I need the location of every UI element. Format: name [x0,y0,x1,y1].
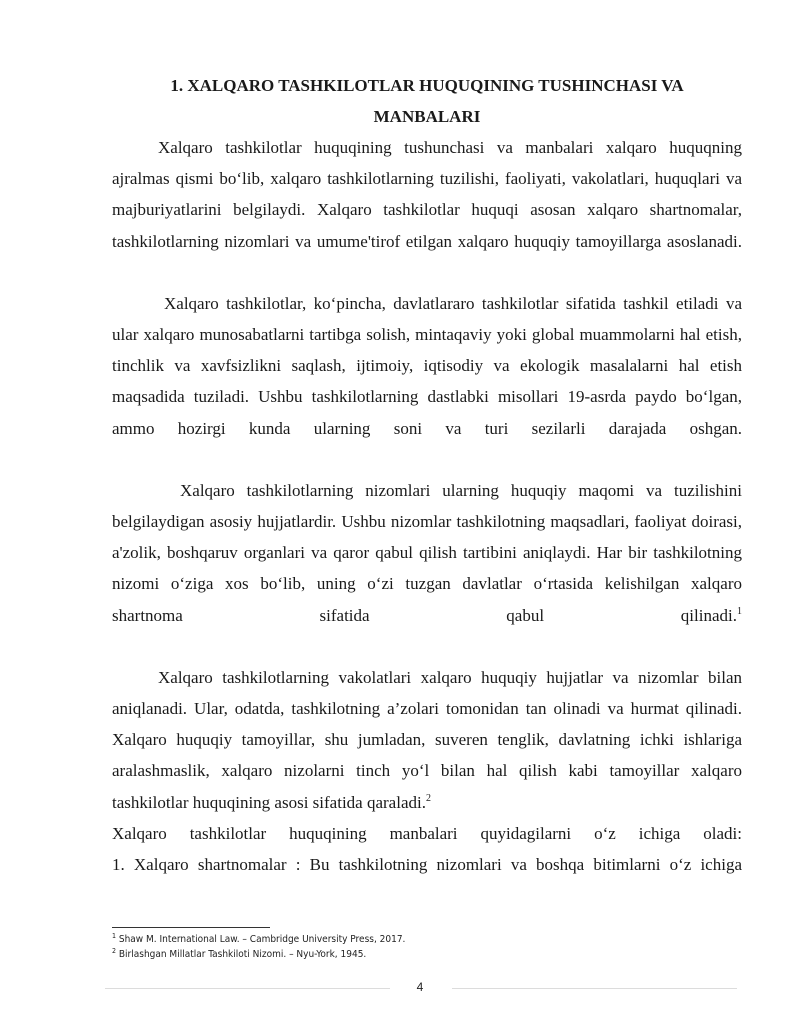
footnote-ref-1: 1 [737,605,742,617]
page-footer-rule-left [105,988,390,989]
footnote-separator [112,927,270,928]
footnote-2: $^2$ Birlashgan Millatlar Tashkiloti Nizomi. – Nyu-York, 1945. [112,947,367,960]
footnote-1: $^1$ Shaw M. International Law. – Cambridge University Press, 2017. [112,932,406,945]
paragraph-2: Xalqaro tashkilotlar, ko‘pincha, davlatlararo tashkilotlar sifatida tashkil etiladi va ular xalqaro munosabatlarni tartibga solish, mintaqaviy yoki global muammolarni hal etish, tinchlik va xavfsizlikni saqlash, ijtimoiy, iqtisodiy va ekologik masalalarni hal etish maqsadida tuziladi. Ushbu tashkilotlarning dastlabki misollari 19-asrda paydo bo‘lgan, ammo hozirgi kunda ularning soni va turi sezilarli darajada oshgan. [112,293,742,438]
section-title-line-2: MANBALARI [373,107,481,126]
paragraph-4 [112,662,742,818]
paragraph-3-text: Xalqaro tashkilotlarning nizomlari ularning huquqiy maqomi va tuzilishini belgilaydigan asosiy hujjatlardir. Ushbu nizomlar tashkilotning maqsadlari, faoliyat doirasi, a'zolik, boshqaruv organlari va qaror qabul qilish tartibini aniqlaydi. Har bir tashkilotning nizomi o‘ziga xos bo‘lib, uning o‘zi tuzgan davlatlar o‘rtasida kelishilgan xalqaro shartnoma sifatida qabul qilinadi. [112,480,742,625]
paragraph-3 [112,475,742,631]
footnotes [112,932,405,962]
section-title-line-1: 1. XALQARO TASHKILOTLAR HUQUQINING TUSHINCHASI VA [170,76,684,95]
footnote-ref-2: 2 [425,792,431,804]
page-footer-rule-right [452,988,737,989]
document-page [112,62,742,880]
paragraph-1: Xalqaro tashkilotlar huquqining tushunchasi va manbalari xalqaro huquqning ajralmas qismi bo‘lib, xalqaro tashkilotlarning tuzilishi, faoliyati, vakolatlari, huquqlari va majburiyatlarini belgilaydi. Xalqaro tashkilotlar huquqi asosan xalqaro shartnomalar, tashkilotlarning nizomlari va umume'tirof etilgan xalqaro huquqiy tamoyillarga asoslanadi. [112,138,742,251]
paragraph-4-text: Xalqaro tashkilotlarning vakolatlari xalqaro huquqiy hujjatlar va nizomlar bilan aniqlanadi. Ular, odatda, tashkilotning a’zolari tomonidan tan olinadi va hurmat qilinadi. Xalqaro huquqiy tamoyillar, shu jumladan, suveren tenglik, davlatning ichki ishlariga aralashmaslik, xalqaro nizolarni tinch yo‘l bilan hal qilish kabi tamoyillar xalqaro tashkilotlar huquqining asosi sifatida qaraladi. [112,667,742,812]
paragraph-5: Xalqaro tashkilotlar huquqining manbalari quyidagilarni o‘z ichiga oladi: [112,823,742,843]
section-title [112,70,742,132]
page-number: 4 [416,980,424,994]
list-item-1: 1. Xalqaro shartnomalar : Bu tashkilotning nizomlari va boshqa bitimlarni o‘z ichiga [112,855,742,875]
